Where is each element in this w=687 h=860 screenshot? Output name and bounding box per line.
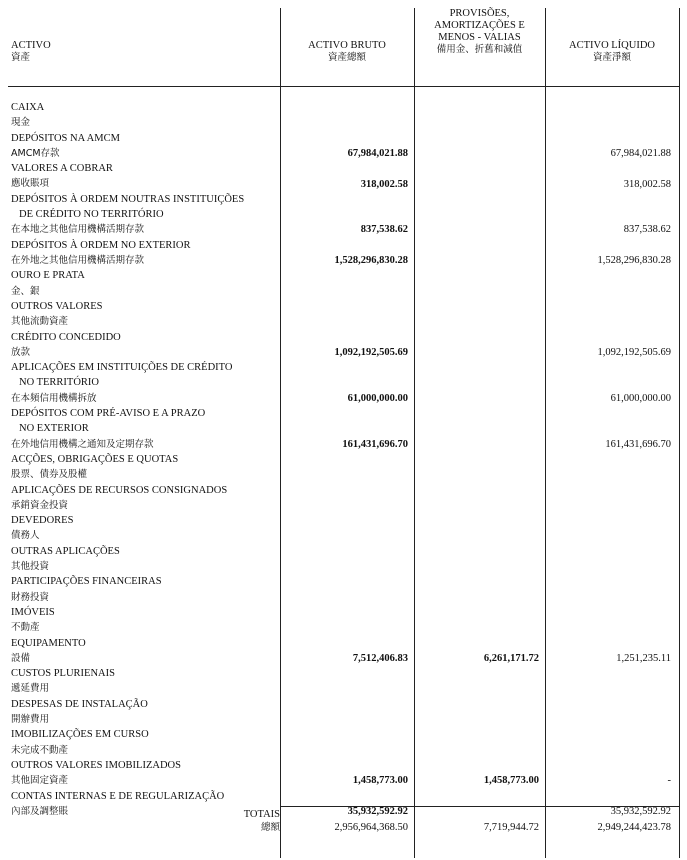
- row-value-liquido: 837,538.62: [623, 224, 671, 236]
- row-label: [11, 100, 44, 131]
- row-label: [11, 727, 149, 758]
- row-label: [11, 360, 232, 406]
- row-label-zh: 在外地信用機構之通知及定期存款: [11, 438, 154, 450]
- header-activo-liquido: ACTIVO LÍQUIDO 資產淨額: [568, 40, 656, 63]
- row-label: [11, 513, 73, 544]
- row-value-bruto: 318,002.58: [360, 178, 408, 190]
- row-label-pt: CRÉDITO CONCEDIDO: [11, 331, 121, 343]
- row-label: [11, 131, 120, 162]
- row-label-pt: DEPÓSITOS COM PRÉ-AVISO E A PRAZO: [11, 408, 206, 419]
- row-label-pt: DEPÓSITOS À ORDEM NO EXTERIOR: [11, 239, 191, 251]
- row-label-zh: 設備: [11, 652, 31, 664]
- row-label-pt: DEPÓSITOS NA AMCM: [11, 132, 120, 144]
- row-label-pt: CAIXA: [11, 102, 45, 113]
- row-label-zh: 不動產: [11, 622, 40, 634]
- row-label: [11, 574, 162, 605]
- row-label: [11, 666, 115, 697]
- row-label: [11, 299, 103, 330]
- row-label-zh: 應收賬項: [11, 178, 50, 190]
- row-label-pt: CONTAS INTERNAS E DE REGULARIZAÇÃO: [11, 790, 225, 802]
- row-value-liquido: 1,528,296,830.28: [597, 255, 671, 266]
- row-label-pt: EQUIPAMENTO: [11, 637, 86, 649]
- col-divider-liquido: [545, 8, 546, 858]
- col-divider-provisoes: [414, 8, 415, 858]
- total-bruto: 2,956,964,368.50: [334, 822, 408, 833]
- row-label-pt: DESPESAS DE INSTALAÇÃO: [11, 698, 148, 710]
- row-label: [11, 330, 121, 361]
- row-label: [11, 483, 227, 514]
- row-value-liquido: 67,984,021.88: [610, 147, 671, 159]
- row-value-bruto: 1,528,296,830.28: [334, 255, 408, 266]
- row-label-zh: 在本地之其他信用機構活期存款: [11, 224, 145, 236]
- row-label-pt: IMÓVEIS: [11, 606, 55, 618]
- row-value-bruto: 1,458,773.00: [352, 775, 408, 787]
- row-label-pt-cont: NO EXTERIOR: [19, 423, 89, 435]
- row-label-pt: OURO E PRATA: [11, 270, 85, 282]
- totals-label: TOTAIS 總額: [243, 809, 280, 833]
- row-label-zh: 其他流動資產: [11, 316, 69, 328]
- row-label-zh: 債務人: [11, 530, 40, 542]
- col-divider-bruto: [280, 8, 281, 858]
- row-label: [11, 238, 190, 269]
- right-border: [679, 8, 680, 858]
- row-value-liquido: 1,092,192,505.69: [597, 346, 671, 358]
- row-label: [11, 192, 244, 238]
- row-label: [11, 161, 113, 192]
- row-label: [11, 268, 85, 299]
- row-value-liquido: 1,251,235.11: [616, 652, 671, 664]
- row-value-provisoes: 1,458,773.00: [483, 775, 539, 787]
- row-label-zh: 在本頻信用機構拆放: [11, 392, 97, 404]
- row-label: [11, 758, 181, 789]
- header-activo: ACTIVO 資產: [11, 40, 51, 63]
- row-value-bruto: 67,984,021.88: [347, 147, 408, 159]
- row-label-pt: VALORES A COBRAR: [11, 163, 113, 175]
- total-provisoes: 7,719,944.72: [483, 822, 539, 833]
- row-label-zh: 在外地之其他信用機構活期存款: [11, 254, 145, 266]
- row-label-pt: OUTROS VALORES: [11, 300, 103, 312]
- row-value-liquido: 161,431,696.70: [605, 438, 671, 450]
- row-value-bruto: 7,512,406.83: [352, 652, 408, 664]
- row-value-bruto: 837,538.62: [360, 224, 408, 236]
- row-label-pt: ACÇÕES, OBRIGAÇÕES E QUOTAS: [11, 453, 179, 465]
- row-label-zh: AMCM存款: [11, 147, 60, 159]
- row-value-bruto: 1,092,192,505.69: [334, 346, 408, 358]
- row-label-zh: 其他投資: [11, 560, 50, 572]
- row-label: [11, 636, 86, 667]
- row-value-provisoes: 6,261,171.72: [483, 652, 539, 664]
- row-label-zh: 承銷資金投資: [11, 499, 69, 511]
- row-label-pt: APLICAÇÕES DE RECURSOS CONSIGNADOS: [11, 484, 228, 496]
- row-label-pt: DEVEDORES: [11, 515, 74, 527]
- row-label-zh: 其他固定資產: [11, 775, 69, 787]
- row-label-pt: CUSTOS PLURIENAIS: [11, 668, 115, 680]
- header-provisoes: PROVISÕES, AMORTIZAÇÕES E MENOS - VALIAS 備用金、折舊和減值: [434, 8, 525, 55]
- row-label-pt: IMOBILIZAÇÕES EM CURSO: [11, 729, 149, 741]
- header-activo-bruto: ACTIVO BRUTO 資產總額: [308, 40, 386, 63]
- row-label-pt: APLICAÇÕES EM INSTITUIÇÕES DE CRÉDITO: [11, 362, 233, 374]
- row-label-zh: 財務投資: [11, 591, 50, 603]
- row-label: [11, 544, 120, 575]
- row-label-zh: 開辦費用: [11, 713, 50, 725]
- row-label-pt: PARTICIPAÇÕES FINANCEIRAS: [11, 576, 162, 588]
- balance-sheet: [8, 8, 680, 858]
- row-value-liquido: 318,002.58: [623, 178, 671, 190]
- row-value-liquido: -: [667, 775, 671, 787]
- total-liquido: 2,949,244,423.78: [597, 822, 671, 833]
- row-value-liquido: 61,000,000.00: [610, 392, 671, 404]
- row-label-zh: 金、銀: [11, 285, 40, 297]
- row-value-bruto: 35,932,592.92: [347, 805, 408, 817]
- row-label: [11, 452, 178, 483]
- row-label: [11, 605, 55, 636]
- row-label-pt-cont: DE CRÉDITO NO TERRITÓRIO: [19, 209, 164, 221]
- row-label-zh: 內部及調整賬: [11, 805, 69, 817]
- row-label-zh: 放款: [11, 346, 31, 358]
- row-value-bruto: 61,000,000.00: [347, 392, 408, 404]
- row-label-zh: 遞延費用: [11, 683, 50, 695]
- row-label-pt: DEPÓSITOS À ORDEM NOUTRAS INSTITUIÇÕES: [11, 193, 245, 205]
- row-label-pt: OUTROS VALORES IMOBILIZADOS: [11, 759, 181, 771]
- header-rule: [8, 86, 680, 87]
- row-label-zh: 股票、債券及股權: [11, 469, 88, 481]
- row-label-zh: 未完成不動產: [11, 744, 69, 756]
- row-value-liquido: 35,932,592.92: [610, 805, 671, 817]
- row-label: [11, 406, 205, 452]
- row-label-pt: OUTRAS APLICAÇÕES: [11, 545, 120, 557]
- row-label-zh: 現金: [11, 117, 31, 129]
- row-label-pt-cont: NO TERRITÓRIO: [19, 377, 100, 389]
- row-label: [11, 697, 148, 728]
- row-value-bruto: 161,431,696.70: [342, 438, 408, 450]
